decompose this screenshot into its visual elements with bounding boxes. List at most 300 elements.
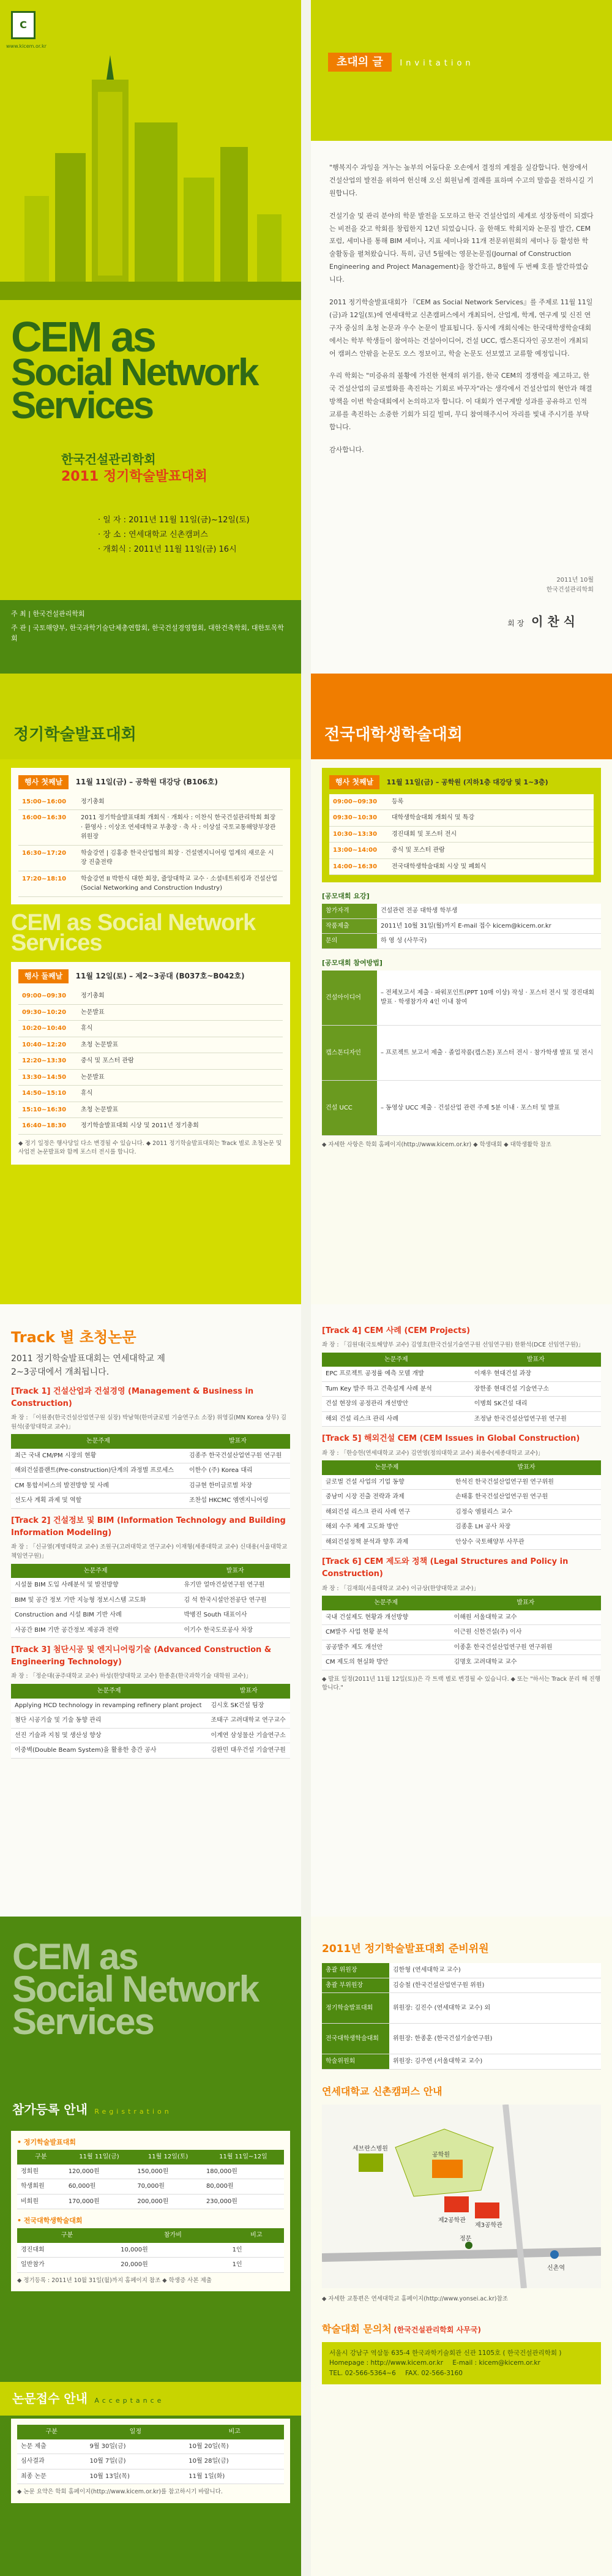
- col-head: 발표자: [180, 1564, 290, 1579]
- track-right-panel: [311, 1304, 612, 1917]
- label-cell: 문의: [322, 934, 377, 949]
- reg-logo-2: Social Network: [12, 1968, 259, 2010]
- table-row: [18, 1086, 283, 1102]
- cell: 경진대회: [17, 2243, 117, 2258]
- col-head: 발표자: [471, 1353, 601, 1367]
- table-row: [322, 904, 601, 918]
- table-row: [322, 971, 601, 1026]
- topic-cell: 이중벽(Double Beam System)을 활용한 층간 공사: [11, 1743, 207, 1759]
- table-row: [322, 1520, 601, 1535]
- event-cell: 2011 정기학술발표대회 개회식 · 개회사 : 이찬식 한국건설관리학회 회장 · 환영사 : 이상조 연세대학교 부총장 · 축 사 : 이상설 국토교통해양부장관 위원장: [77, 810, 283, 846]
- event-cell: 대학생학술대회 개회식 및 특강: [388, 810, 594, 827]
- table-row: [329, 794, 594, 810]
- track6-table: [322, 1596, 601, 1670]
- col-head: 논문주제: [11, 1684, 207, 1699]
- topic-cell: EPC 프로젝트 공정률 예측 모델 개발: [322, 1367, 471, 1381]
- cell: 80,000원: [203, 2179, 284, 2195]
- col-head: 발표자: [185, 1434, 290, 1449]
- speaker-cell: 이병희 SK건설 대리: [471, 1397, 601, 1412]
- greeting-title-en: Invitation: [400, 59, 474, 68]
- track-block: [11, 1644, 290, 1759]
- topic-cell: 해외건설 리스크 관리 사례 연구: [322, 1504, 452, 1520]
- topic-cell: BIM 및 공간 정보 기반 지능형 정보시스템 고도화: [11, 1593, 180, 1608]
- label-cell: 건설 UCC: [322, 1081, 377, 1136]
- track4-chair: 좌 장 : 「김원대(국토해양부 교수) 김영호(한국건설기술연구원 선임연구원) 한환석(DCE 선임연구원)」: [322, 1342, 584, 1349]
- event-cell: 정기학술발표대회 시상 및 2011년 정기총회: [77, 1118, 283, 1135]
- time-cell: 16:40~18:30: [18, 1118, 77, 1135]
- table-row: [18, 988, 283, 1004]
- table-row: [322, 1475, 601, 1490]
- col-head: 발표자: [452, 1460, 601, 1475]
- speaker-cell: 김명호 고려대학교 교수: [450, 1655, 601, 1670]
- site-url[interactable]: www.kicem.or.kr: [6, 43, 47, 49]
- table-row: [11, 1449, 290, 1463]
- topic-cell: 해외 수주 체계 고도화 방안: [322, 1520, 452, 1535]
- role-cell: 전국대학생학술대회: [322, 2024, 389, 2054]
- col-head: 발표자: [450, 1596, 601, 1610]
- speaker-cell: 박병진 South 대표이사: [180, 1608, 290, 1623]
- wm-3: Services: [11, 930, 102, 956]
- value-cell: 건설관련 전공 대학생 학부생: [377, 904, 601, 918]
- table-row: [322, 2024, 601, 2054]
- greeting-date: 2011년 10월: [556, 577, 594, 584]
- table-row: [322, 1610, 601, 1625]
- col-head: 논문주제: [11, 1564, 180, 1579]
- conf-header: [0, 674, 301, 759]
- cover-subtitle: 한국건설관리학회: [61, 452, 156, 467]
- track-left-panel: [0, 1304, 301, 1917]
- table-row: [329, 810, 594, 827]
- cover-opening: · 개회식 : 2011년 11월 11일(금) 16시: [98, 545, 237, 554]
- student-panel: [311, 674, 612, 1304]
- reg-note: ◆ 정기등록 : 2011년 10월 31일(월)까지 홈페이지 참조 ◆ 학생증 사본 제출: [17, 2277, 212, 2284]
- topic-cell: CM발주 사업 현황 분석: [322, 1625, 450, 1640]
- cell: 10월 7일(금): [86, 2454, 185, 2469]
- req-section: [322, 891, 601, 1150]
- col-head: 구분: [17, 2425, 86, 2439]
- greeting-panel: [311, 0, 612, 674]
- table-row: [18, 845, 283, 871]
- reg-sub1: • 정기학술발표대회: [17, 2138, 76, 2146]
- role-cell: 학술위원회: [322, 2054, 389, 2070]
- member-cell: 위원장: 한종훈 (한국건설기술연구원): [389, 2024, 601, 2054]
- col-head: 논문주제: [11, 1434, 185, 1449]
- table-row: [322, 1640, 601, 1655]
- conf-watermark: [11, 909, 290, 956]
- speaker-cell: 김 석 한국시설안전공단 연구원: [180, 1593, 290, 1608]
- committee-table: [322, 1963, 601, 2070]
- table-row: [11, 1578, 290, 1593]
- table-row: [11, 1713, 290, 1729]
- wm-1: CEM as: [11, 909, 92, 936]
- time-cell: 13:00~14:00: [329, 843, 388, 859]
- col-head: 11월 11일(금): [65, 2150, 134, 2165]
- table-row: [17, 2179, 284, 2195]
- table-row: [18, 1021, 283, 1037]
- conf-day2: [11, 962, 290, 1165]
- topic-cell: 선도사 계획 과제 및 역할: [11, 1493, 185, 1509]
- speaker-cell: 김정숙 엠필리스 교수: [452, 1504, 601, 1520]
- event-cell: 학술강연 II 박한식 대한 회장, 쥴앙대학교 교수 · 소셜네트워킹과 건설산업 (Social Networking and Construction Industry): [77, 871, 283, 896]
- cell: 비회원: [17, 2194, 65, 2209]
- table-row: [322, 1397, 601, 1412]
- reg-fee-table: [17, 2150, 284, 2209]
- cell: 정회원: [17, 2165, 65, 2179]
- cover-date: · 일 자 : 2011년 11월 11일(금)~12일(토): [98, 516, 250, 525]
- speaker-cell: 장한종 현대건설 기술연구소: [471, 1381, 601, 1397]
- event-cell: 논문발표: [77, 1069, 283, 1086]
- track-block: [322, 1433, 601, 1550]
- greeting-title: 초대의 글: [328, 53, 392, 72]
- topic-cell: 글로벌 건설 사업의 기업 동향: [322, 1475, 452, 1490]
- committee-title: 2011년 정기학술발표대회 준비위원: [322, 1943, 489, 1955]
- day1-tag: 행사 첫째날: [18, 775, 69, 789]
- topic-cell: 선진 기술과 지침 및 생산성 향상: [11, 1728, 207, 1743]
- table-row: [18, 1053, 283, 1070]
- member-cell: 위원장: 김진수 (연세대학교 교수) 외: [389, 1993, 601, 2024]
- col-head: 논문주제: [322, 1460, 452, 1475]
- table-row: [18, 871, 283, 896]
- cell: 60,000원: [65, 2179, 134, 2195]
- table-row: [11, 1743, 290, 1759]
- host-bar: [0, 600, 301, 674]
- table-row: [18, 1069, 283, 1086]
- time-cell: 09:30~10:20: [18, 1004, 77, 1021]
- track6-head: [Track 6] CEM 제도와 정책 (Legal Structures and Policy in Construction): [322, 1557, 569, 1579]
- time-cell: 14:50~15:10: [18, 1086, 77, 1102]
- table-row: [18, 1102, 283, 1118]
- label-cell: 캡스톤디자인: [322, 1026, 377, 1081]
- greeting-org: 한국건설관리학회: [546, 587, 594, 593]
- day2-schedule: [18, 988, 283, 1135]
- col-head: 논문주제: [322, 1596, 450, 1610]
- contact-title-sub: (한국건설관리학회 사무국): [394, 2326, 481, 2335]
- cell: 170,000원: [65, 2194, 134, 2209]
- topic-cell: 공공발주 제도 개선안: [322, 1640, 450, 1655]
- student-header: [311, 674, 612, 759]
- topic-cell: 중남미 시장 진출 전략과 과제: [322, 1490, 452, 1505]
- signature: [507, 612, 575, 631]
- table-row: [18, 794, 283, 810]
- track1-head: [Track 1] 건설산업과 건설경영 (Management & Business in Construction): [11, 1386, 254, 1408]
- map-label: 정문: [460, 2235, 472, 2242]
- conf-notes: ◆ 정기 일정은 행사당일 다소 변경될 수 있습니다. ◆ 2011 정기학술발표대회는 Track 별로 초청논문 및 사업전 논문발표와 함께 포스터 전시를 합니다.: [18, 1140, 282, 1156]
- speaker-cell: 조찬섭 HKCMC 엠엔지니어링: [185, 1493, 290, 1509]
- cem-logo-text: [11, 313, 258, 427]
- paper-box: [11, 2419, 290, 2503]
- table-row: [322, 1081, 601, 1136]
- track4-head: [Track 4] CEM 사례 (CEM Projects): [322, 1326, 471, 1335]
- track-block: [322, 1556, 601, 1670]
- paper-title-en: Acceptance: [94, 2397, 165, 2405]
- cell: 120,000원: [65, 2165, 134, 2179]
- track3-head: [Track 3] 첨단시공 및 엔지니어링기술 (Advanced Construction & Engineering Technology): [11, 1645, 272, 1667]
- greeting-para: 감사합니다.: [329, 445, 364, 454]
- time-cell: 09:00~09:30: [329, 794, 388, 810]
- cell: 180,000원: [203, 2165, 284, 2179]
- event-cell: 정기총회: [77, 794, 283, 810]
- value-cell: – 동영상 UCC 제출 · 건설산업 관련 주제 5분 이내 · 포스터 및 발표: [377, 1081, 601, 1136]
- student-head: 11월 11일(금) – 공학원 (지하1층 대강당 및 1~3층): [386, 778, 548, 786]
- speaker-cell: 이기수 한국도로공사 차장: [180, 1623, 290, 1638]
- col-head: 비고: [185, 2425, 284, 2439]
- label-cell: 작품제출: [322, 918, 377, 934]
- topic-cell: CM 제도의 현실화 방안: [322, 1655, 450, 1670]
- time-cell: 10:30~13:30: [329, 826, 388, 843]
- member-cell: 위원장: 김주연 (서울대학교 교수): [389, 2054, 601, 2070]
- topic-cell: 첨단 시공기술 및 기술 동향 관리: [11, 1713, 207, 1729]
- table-row: [322, 1490, 601, 1505]
- contact-heading: [322, 2322, 601, 2337]
- cell: 논문 제출: [17, 2439, 86, 2454]
- track-block: [322, 1325, 601, 1427]
- speaker-cell: 김완민 대우건설 기술연구원: [207, 1743, 290, 1759]
- time-cell: 15:00~16:00: [18, 794, 77, 810]
- student-title: 전국대학생학술대회: [324, 726, 463, 744]
- kicem-logo: C: [11, 11, 35, 39]
- paper-head: [0, 2382, 301, 2416]
- reg-title-en: Registration: [94, 2108, 172, 2116]
- role-cell: 정기학술발표대회: [322, 1993, 389, 2024]
- event-cell: 논문발표: [77, 1004, 283, 1021]
- time-cell: 14:00~16:30: [329, 858, 388, 875]
- speaker-cell: 이근원 신한건설(주) 이사: [450, 1625, 601, 1640]
- logo-line3: Services: [11, 385, 153, 427]
- table-row: [329, 843, 594, 859]
- cat-heading: [공모대회 참여방법]: [322, 958, 382, 967]
- table-row: [17, 2243, 284, 2258]
- track6-chair: 좌 장 : 「김재희(서울대학교 교수) 이규상(한양대학교 교수)」: [322, 1585, 480, 1592]
- track5-table: [322, 1460, 601, 1550]
- table-row: [11, 1463, 290, 1479]
- map-label: 세브란스병원: [353, 2145, 388, 2152]
- col-head: 일정: [86, 2425, 185, 2439]
- table-row: [322, 1026, 601, 1081]
- time-cell: 13:30~14:50: [18, 1069, 77, 1086]
- speaker-cell: 이해원 서울대학교 교수: [450, 1610, 601, 1625]
- track3-table: [11, 1684, 290, 1759]
- reg-title: 참가등록 안내: [12, 2102, 88, 2117]
- speaker-cell: 이재우 현대건설 과장: [471, 1367, 601, 1381]
- time-cell: 09:30~10:30: [329, 810, 388, 827]
- track-note: ◆ 발표 일정(2011년 11월 12일(토))은 각 트랙 별로 변경될 수 있습니다. ◆ 또는 "하서는 Track 분리 해 진행합니다.": [322, 1675, 601, 1692]
- cell: 9월 30일(금): [86, 2439, 185, 2454]
- contact-email[interactable]: E-mail : kicem@kicem.or.kr: [452, 2359, 540, 2367]
- map-note: ◆ 자세한 교통편은 연세대학교 홈페이지(http://www.yonsei.ac.kr)참조: [322, 2295, 508, 2302]
- info-panel: [311, 1917, 612, 2576]
- contact-line: [329, 2358, 594, 2368]
- speaker-cell: 김종훈 LH 공사 차장: [452, 1520, 601, 1535]
- logo-line1: CEM as: [11, 313, 155, 361]
- role-cell: 총괄 부위원장: [322, 1978, 389, 1993]
- cell: 10월 13일(목): [86, 2469, 185, 2484]
- cell: 1인: [229, 2258, 284, 2273]
- req-table: [322, 904, 601, 949]
- student-day: [322, 768, 601, 882]
- host: 주 최 | 한국건설관리학회: [11, 610, 85, 618]
- event-cell: 휴식: [77, 1021, 283, 1037]
- time-cell: 15:10~16:30: [18, 1102, 77, 1118]
- track2-table: [11, 1564, 290, 1639]
- reg-logo-3: Services: [12, 2000, 154, 2042]
- station-marker: [550, 2250, 559, 2259]
- event-cell: 등록: [388, 794, 594, 810]
- cell: 230,000원: [203, 2194, 284, 2209]
- campus-map: [322, 2105, 601, 2288]
- track2-chair: 좌 장 : 「신규열(계명대학교 교수) 조원구(고려대학교 연구교수) 이재형(세종대학교 교수) 신대용(서울대학교 책임연구원)」: [11, 1544, 288, 1560]
- speaker-cell: 조정남 한국건설산업연구원 연구원: [471, 1411, 601, 1427]
- table-row: [322, 1625, 601, 1640]
- reg-sub2: • 전국대학생학술대회: [17, 2217, 83, 2225]
- topic-cell: 국내 건설제도 현황과 개선방향: [322, 1610, 450, 1625]
- building-2: [432, 2160, 463, 2178]
- value-cell: 2011년 10월 31일(월)까지 E-mail 접수 kicem@kicem.or.kr: [377, 918, 601, 934]
- table-row: [18, 1004, 283, 1021]
- reg-logo-1: CEM as: [12, 1936, 138, 1977]
- event-cell: 초청 논문발표: [77, 1102, 283, 1118]
- map-label: 신촌역: [547, 2264, 565, 2272]
- topic-cell: CM 통합서비스의 발전방향 및 사례: [11, 1478, 185, 1493]
- label-cell: 건설아이디어: [322, 971, 377, 1026]
- committee-section: [322, 1941, 601, 2070]
- topic-cell: 해외 건설 리스크 관리 사례: [322, 1411, 471, 1427]
- topic-cell: 사공간 BIM 기반 공간정보 제공과 전략: [11, 1623, 180, 1638]
- topic-cell: 최근 국내 CM/PM 시장의 현황: [11, 1449, 185, 1463]
- day1-schedule: [18, 794, 283, 897]
- table-row: [322, 1534, 601, 1550]
- table-row: [322, 1963, 601, 1978]
- map-section: [322, 2084, 601, 2304]
- table-row: [11, 1593, 290, 1608]
- table-row: [322, 1655, 601, 1670]
- table-row: [11, 1699, 290, 1713]
- reg-head: [12, 2100, 172, 2119]
- table-row: [18, 1037, 283, 1053]
- reg-panel: [0, 1917, 301, 2576]
- event-cell: 중식 및 포스터 관람: [77, 1053, 283, 1070]
- topic-cell: 건설 현장의 공정관리 개선방안: [322, 1397, 471, 1412]
- table-row: [17, 2469, 284, 2484]
- event-cell: 휴식: [77, 1086, 283, 1102]
- req-heading: [공모대회 요강]: [322, 892, 370, 901]
- table-row: [17, 2194, 284, 2209]
- track-block: [11, 1386, 290, 1509]
- greeting-para: 우리 학회는 "미증유의 불황에 가진한 현재의 위기를, 한국 CEM의 경쟁력을 제고하고, 한국 건설산업의 글로벌화를 촉진하는 기회로 바꾸자"라는 생각에서 건설산업의 현안과 해결방책을 이번 학술대회에서 논의하고자 합니다. 이 대회가 연구계발 성과를 공유하고 인적 교류를 촉진하는 소중한 기회가 되길 빌며, 무디 참여해주시어 자리를 빛내 주시기를 부탁합니다.: [329, 372, 592, 432]
- sign-label: 회 장: [507, 619, 524, 628]
- topic-cell: Applying HCD technology in revamping refinery plant project: [11, 1699, 207, 1713]
- speaker-cell: 이한수 (주) Korea 대리: [185, 1463, 290, 1479]
- contact-line: [329, 2368, 594, 2378]
- track2-head: [Track 2] 건설정보 및 BIM (Information Technology and Building Information Modeling): [11, 1515, 286, 1538]
- map-title: 연세대학교 신촌캠퍼스 안내: [322, 2085, 442, 2097]
- speaker-cell: 김종주 한국건설산업연구원 연구원: [185, 1449, 290, 1463]
- building-3: [444, 2196, 469, 2212]
- table-row: [11, 1493, 290, 1509]
- table-row: [17, 2165, 284, 2179]
- topic-cell: Tum Key 발주 하고 건축설계 사례 분석: [322, 1381, 471, 1397]
- speaker-cell: 김시호 SK건설 팀장: [207, 1699, 290, 1713]
- track5-head: [Track 5] 해외건설 CEM (CEM Issues in Global Construction): [322, 1434, 580, 1444]
- table-row: [11, 1728, 290, 1743]
- table-row: [17, 2258, 284, 2273]
- cover-place: · 장 소 : 연세대학교 신촌캠퍼스: [98, 530, 208, 539]
- cat-table: [322, 971, 601, 1136]
- table-row: [18, 1118, 283, 1135]
- track1-table: [11, 1434, 290, 1509]
- table-row: [322, 1504, 601, 1520]
- event-cell: 학술강연 | 김홍중 한국산업협의 회장 · 건설엔지니어링 업계의 새로운 시장 진출전략: [77, 845, 283, 871]
- city-illustration: [0, 55, 301, 300]
- greeting-para: 2011 정기학술발표대회가 『CEM as Social Network Services』를 주제로 11월 11일(금)과 12일(토)에 연세대학교 신촌캠퍼스에서 개최되어, 산업계, 학계, 연구계 및 신진 연구자 중심의 초청 논문과 우수 논문이 발표됩니다. 동시에 개회식에는 한국대학생학술대회에서는 학부 학생들이 참여하는 건설아이디어, 건설 UCC, 캡스톤디자인 공모전이 개최되어 캠퍼스 안팎을 논문도 오스 정보이고, 학술 논문도 선보였고 교류할 예정입니다.: [329, 298, 593, 358]
- greeting-header: [311, 0, 612, 141]
- table-row: [322, 1978, 601, 1993]
- topic-cell: 해외건설정책 분석과 향후 과제: [322, 1534, 452, 1550]
- speaker-cell: 이종훈 한국건설산업연구원 연구위원: [450, 1640, 601, 1655]
- reg-student-table: [17, 2228, 284, 2273]
- greeting-body: [311, 141, 612, 478]
- member-cell: 김승철 (한국건설산업연구원 위원): [389, 1978, 601, 1993]
- col-head: 구분: [17, 2228, 117, 2243]
- paper-title: 논문접수 안내: [12, 2391, 88, 2406]
- event-cell: 전국대학생학술대회 시상 및 폐회식: [388, 858, 594, 875]
- value-cell: 하 영 성 (사무국): [377, 934, 601, 949]
- building-1: [359, 2154, 383, 2172]
- cell: 150,000원: [133, 2165, 203, 2179]
- cell: 20,000원: [117, 2258, 229, 2273]
- speaker-cell: 김규현 한미글로벌 차장: [185, 1478, 290, 1493]
- cover-panel: [0, 0, 301, 600]
- event-cell: 중식 및 포스터 관람: [388, 843, 594, 859]
- time-cell: 17:20~18:10: [18, 871, 77, 896]
- member-cell: 김한형 (연세대학교 교수): [389, 1963, 601, 1978]
- topic-cell: 해외건설플랜트(Pre-construction)단계의 과정별 프로세스: [11, 1463, 185, 1479]
- col-head: 11월 11일~12일: [203, 2150, 284, 2165]
- track-block: [11, 1515, 290, 1638]
- table-row: [329, 826, 594, 843]
- cell: 11월 1일(화): [185, 2469, 284, 2484]
- reg-box: [11, 2131, 290, 2291]
- sign-name: 이 찬 식: [531, 614, 575, 629]
- contact-title: 학술대회 문의처: [322, 2323, 392, 2335]
- cell: 10월 20일(목): [185, 2439, 284, 2454]
- contact-address: 서울시 강남구 역삼동 635-4 한국과학기술회관 신관 1105호 ( 한국건설관리학회 ): [329, 2349, 562, 2357]
- track1-chair: 좌 장 : 「이원종(한국건설산업연구원 실장) 박남혁(한미글로벌 기술연구소 소장) 위영길(MN Korea 상무) 김원석(중앙대학교 교수)」: [11, 1414, 286, 1430]
- topic-cell: Construction and 시설 BIM 기반 사례: [11, 1608, 180, 1623]
- contact-homepage[interactable]: Homepage : http://www.kicem.or.kr: [329, 2359, 444, 2367]
- wm-2: Social Network: [97, 909, 256, 936]
- cell: 최종 논문: [17, 2469, 86, 2484]
- table-row: [322, 1381, 601, 1397]
- cell: 1인: [229, 2243, 284, 2258]
- value-cell: – 전체보고서 제출 · 파워포인트(PPT 10매 이상) 작성 · 포스터 전시 및 경진대회 발표 · 학생참가자 4인 이내 참여: [377, 971, 601, 1026]
- day2-tag: 행사 둘째날: [18, 969, 69, 983]
- contact-fax: FAX. 02-566-3160: [405, 2369, 463, 2377]
- map-label: 공학원: [432, 2151, 450, 2158]
- col-head: 발표자: [207, 1684, 290, 1699]
- col-head: 논문주제: [322, 1353, 471, 1367]
- value-cell: – 프로젝트 보고서 제출 · 졸업작품(캡스톤) 포스터 전시 · 참가학생 발표 및 전시: [377, 1026, 601, 1081]
- conf-panel: [0, 674, 301, 1304]
- table-row: [322, 1367, 601, 1381]
- reg-logo: [12, 1936, 259, 2042]
- speaker-cell: 조태구 고려대학교 연구교수: [207, 1713, 290, 1729]
- cell: 10월 28일(금): [185, 2454, 284, 2469]
- speaker-cell: 안상수 국토해양부 사무관: [452, 1534, 601, 1550]
- student-schedule: [329, 794, 594, 876]
- cell: 10,000원: [117, 2243, 229, 2258]
- track5-chair: 좌 장 : 「한승헌(연세대학교 교수) 김연영(정의대학교 교수) 최용수(세종대학교 교수)」: [322, 1449, 544, 1457]
- time-cell: 10:40~12:20: [18, 1037, 77, 1053]
